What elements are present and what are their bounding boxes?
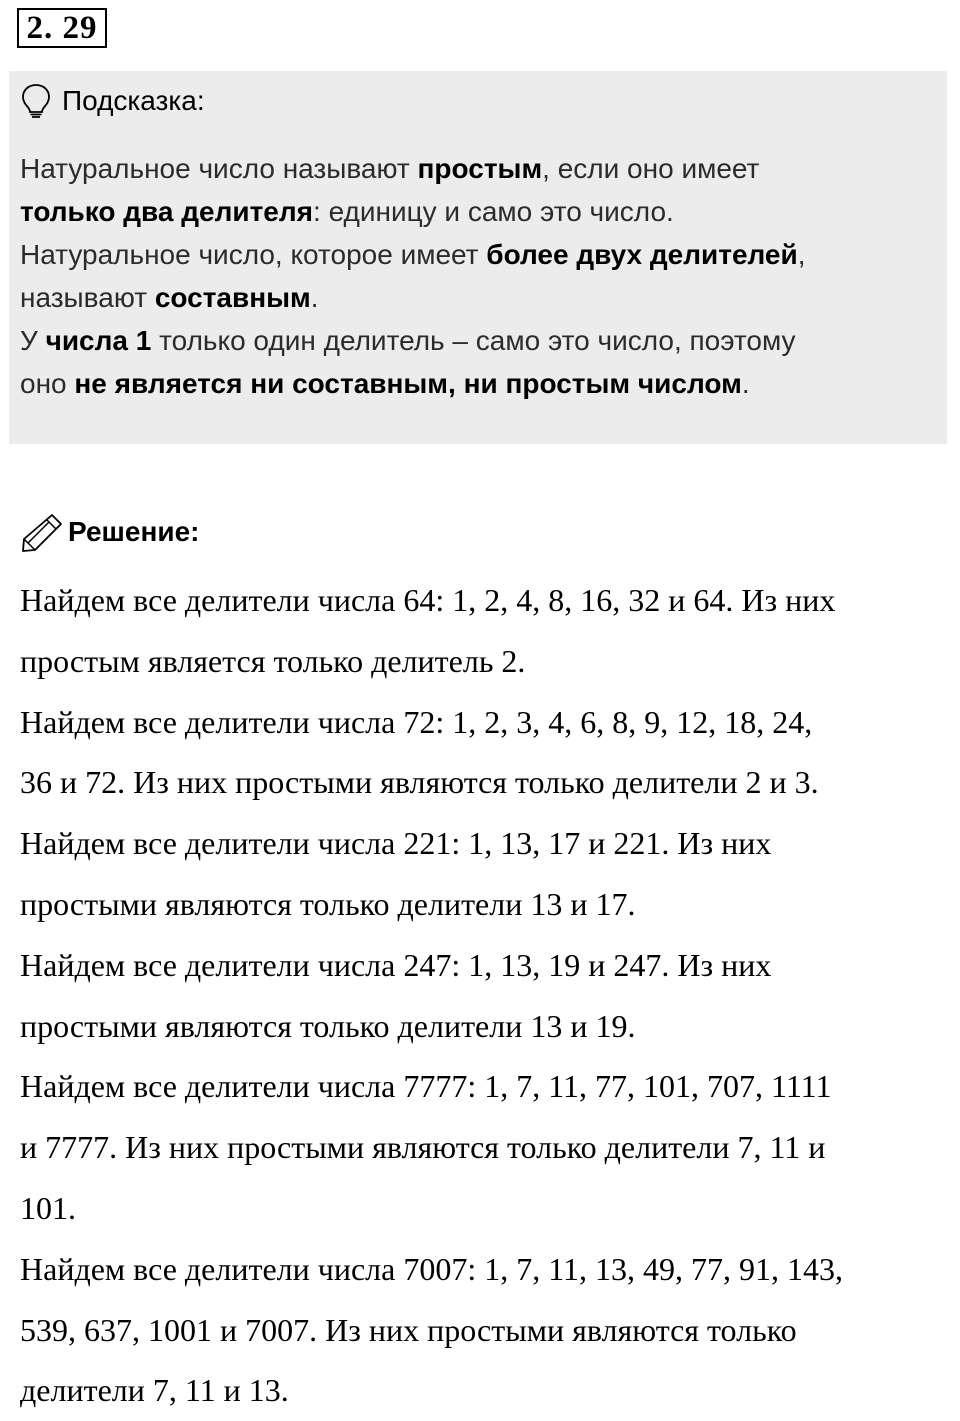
problem-number: 2. 29 [17,8,107,48]
hint-text-span: оно [20,368,75,399]
solution-line: Найдем все делители числа 64: 1, 2, 4, 8, 16, 32 и 64. Из них [20,582,836,618]
solution-line: и 7777. Из них простыми являются только делители 7, 11 и [20,1129,826,1166]
solution-line: Найдем все делители числа 7777: 1, 7, 11, 77, 101, 707, 1111 [20,1068,832,1105]
pencil-icon [20,512,64,552]
hint-bold-span: не является ни составным, ни простым числом [74,368,742,399]
hint-text-span: только один делитель – само это число, поэтому [151,325,796,356]
hint-bold-span: числа 1 [45,325,152,356]
hint-text-span: , [797,239,806,270]
hint-bold-span: простым [417,153,543,184]
hint-text-span: У [20,325,46,356]
hint-text-span: называют [20,282,155,313]
hint-paragraph-3 [20,319,947,405]
hint-title: Подсказка: [62,85,205,116]
solution-line: Найдем все делители числа 72: 1, 2, 3, 4, 6, 8, 9, 12, 18, 24, [20,703,813,740]
hint-box [9,71,947,444]
hint-header [20,85,947,117]
solution-header [20,512,199,552]
solution-line: Найдем все делители числа 247: 1, 13, 19 и 247. Из них [20,946,772,983]
hint-text-span: : единицу и само это число. [313,196,674,227]
hint-paragraph-1 [20,147,947,233]
solution-line: Найдем все делители числа 7007: 1, 7, 11, 13, 49, 77, 91, 143, [20,1250,844,1287]
solution-line: простыми являются только делители 13 и 19. [20,1007,636,1044]
lightbulb-icon [20,83,52,119]
hint-bold-span: составным [154,282,311,313]
hint-bold-span: только два делителя [20,196,314,227]
hint-text-span: Натуральное число, которое имеет [20,239,487,270]
hint-text-span: Натуральное число называют [20,153,418,184]
solution-line: 539, 637, 1001 и 7007. Из них простыми являются только [20,1311,797,1348]
solution-text [20,570,940,1421]
hint-text [20,147,947,405]
solution-line: 36 и 72. Из них простыми являются только делители 2 и 3. [20,764,819,801]
hint-text-span: , если оно имеет [542,153,760,184]
hint-text-span: . [741,368,750,399]
hint-text-span: . [310,282,319,313]
solution-line: делители 7, 11 и 13. [20,1372,289,1409]
hint-bold-span: более двух делителей [486,239,798,270]
solution-line: простым является только делитель 2. [20,642,526,679]
solution-title: Решение: [68,516,200,547]
hint-paragraph-2 [20,233,947,319]
solution-line: Найдем все делители числа 221: 1, 13, 17 и 221. Из них [20,825,772,862]
solution-line: 101. [20,1189,76,1226]
solution-line: простыми являются только делители 13 и 17. [20,885,636,922]
